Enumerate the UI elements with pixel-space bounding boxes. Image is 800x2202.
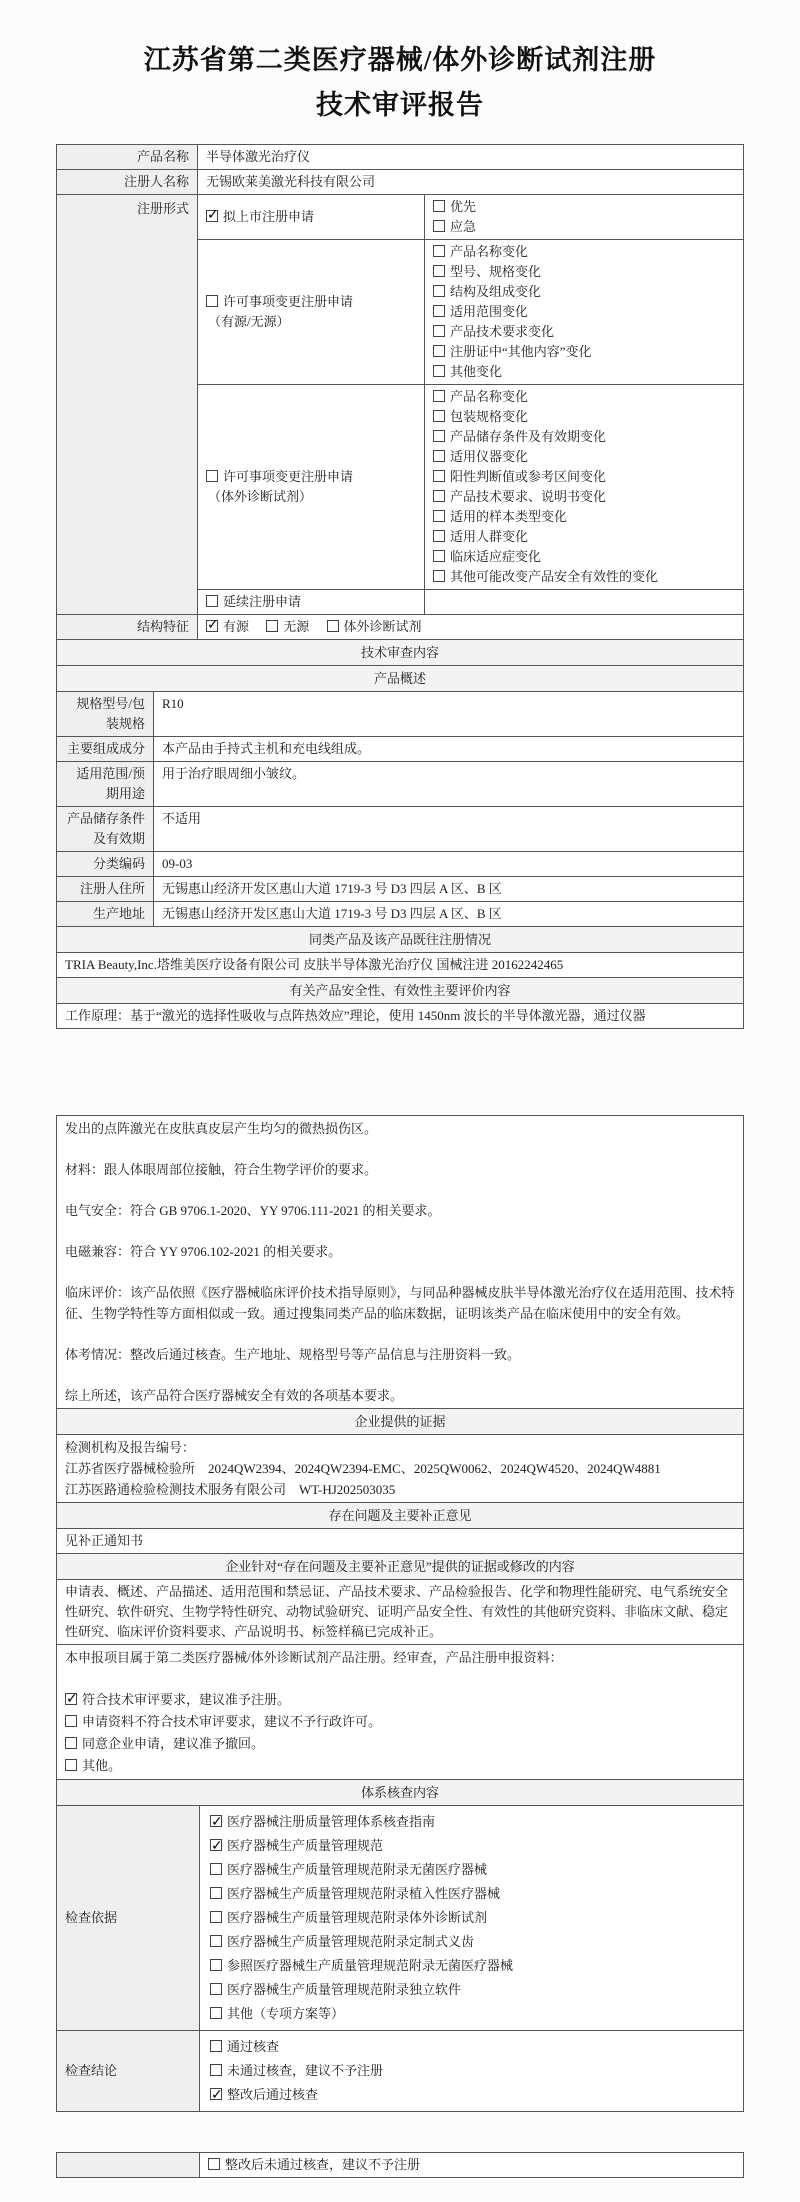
registration-type-label: 注册形式	[57, 195, 198, 615]
table-row	[57, 666, 744, 692]
page-break-gap	[56, 2112, 744, 2152]
table-row	[57, 852, 744, 877]
option-label: 临床适应症变化	[450, 549, 542, 564]
checkbox-option	[210, 1834, 733, 1858]
table-row	[57, 1529, 744, 1554]
registrant-label: 注册人名称	[57, 170, 198, 195]
checkbox-unchecked-icon	[208, 2158, 220, 2170]
section-header-issues: 存在问题及主要补正意见	[57, 1503, 744, 1529]
intended-use-label: 适用范围/预期用途	[57, 762, 154, 807]
option-label: 医疗器械注册质量管理体系核查指南	[227, 1814, 436, 1829]
checkbox-option	[433, 282, 735, 302]
option-label: 医疗器械生产质量管理规范附录无菌医疗器械	[227, 1862, 488, 1877]
option-label: 有源	[223, 619, 250, 634]
checkbox-option	[433, 362, 735, 382]
check-conclusion-overflow-table	[56, 2152, 744, 2178]
checkbox-unchecked-icon	[433, 570, 445, 582]
checkbox-option	[65, 1755, 735, 1777]
section-header-tech-review: 技术审查内容	[57, 640, 744, 666]
checkbox-option	[65, 1711, 735, 1733]
table-row	[57, 2153, 744, 2178]
registration-history-table	[56, 926, 744, 1029]
system-check-table	[56, 1805, 744, 2112]
checkbox-option	[210, 1810, 733, 1834]
checkbox-option	[210, 1858, 733, 1882]
evaluation-paragraph: 临床评价：该产品依照《医疗器械临床评价技术指导原则》，与同品种器械皮肤半导体激光治疗仪在适用范围、技术特征、生物学特性等方面相似或一致。通过搜集同类产品的临床数据，证明该类产品在临床使用中的安全有效。	[65, 1285, 735, 1321]
option-label: 延续注册申请	[223, 594, 302, 609]
checkbox-option	[433, 467, 735, 487]
license-change-ivd-options	[425, 385, 744, 590]
license-change-active-cell	[198, 240, 425, 385]
table-row	[57, 1435, 744, 1503]
checkbox-unchecked-icon	[65, 1737, 77, 1749]
checkbox-option	[206, 617, 249, 637]
checkbox-option	[208, 2155, 735, 2175]
checkbox-option	[210, 1930, 733, 1954]
review-conclusion-intro: 本申报项目属于第二类医疗器械/体外诊断试剂产品注册。经审查，产品注册申报资料：	[65, 1650, 563, 1665]
main-components-label: 主要组成成分	[57, 737, 154, 762]
evaluation-intro-text: 工作原理：基于“激光的选择性吸收与点阵热效应”理论，使用 1450nm 波长的半导体激光器，通过仪器	[57, 1004, 744, 1029]
table-row	[57, 953, 744, 978]
report-title-line1: 江苏省第二类医疗器械/体外诊断试剂注册	[143, 45, 657, 75]
checkbox-unchecked-icon	[327, 620, 339, 632]
evaluation-paragraph: 电气安全：符合 GB 9706.1-2020、YY 9706.111-2021 的相关要求。	[65, 1203, 441, 1218]
option-label: 未通过核查，建议不予注册	[227, 2063, 384, 2078]
table-row	[57, 1806, 744, 2031]
checkbox-checked-icon	[206, 620, 218, 632]
evaluation-paragraph: 电磁兼容：符合 YY 9706.102-2021 的相关要求。	[65, 1244, 342, 1259]
table-row	[57, 1645, 744, 1780]
market-application-cell	[198, 195, 425, 240]
table-row	[57, 640, 744, 666]
check-basis-options	[200, 1806, 744, 2031]
option-sublabel: （有源/无源）	[208, 314, 290, 329]
option-label: 注册证中“其他内容”变化	[450, 344, 592, 359]
checkbox-option	[266, 617, 309, 637]
table-row	[57, 195, 744, 240]
option-label: 医疗器械生产质量管理规范附录体外诊断试剂	[227, 1910, 488, 1925]
checkbox-option	[65, 1733, 735, 1755]
option-label: 产品储存条件及有效期变化	[450, 429, 607, 444]
evaluation-paragraph: 材料：跟人体眼周部位接触，符合生物学评价的要求。	[65, 1162, 378, 1177]
option-label: 其他（专项方案等）	[227, 2006, 345, 2021]
evaluation-continuation-cell	[57, 1116, 744, 1409]
spec-model-label: 规格型号/包装规格	[57, 692, 154, 737]
product-name-value: 半导体激光治疗仪	[198, 145, 744, 170]
checkbox-option	[210, 2083, 733, 2107]
checkbox-option	[206, 292, 416, 312]
option-label: 优先	[450, 199, 477, 214]
option-label: 同意企业申请，建议准予撤回。	[82, 1736, 265, 1751]
bottom-padding	[56, 2178, 744, 2202]
checkbox-unchecked-icon	[433, 410, 445, 422]
checkbox-option	[433, 507, 735, 527]
option-label: 无源	[283, 619, 310, 634]
checkbox-option	[433, 217, 735, 237]
table-row	[57, 1580, 744, 1645]
evidence-line: 江苏省医疗器械检验所 2024QW2394、2024QW2394-EMC、2025QW0062、2024QW4520、2024QW4881	[65, 1461, 661, 1476]
table-row	[57, 902, 744, 927]
registrant-address-value: 无锡惠山经济开发区惠山大道 1719-3 号 D3 四层 A 区、B 区	[154, 877, 744, 902]
evaluation-paragraph: 体考情况：整改后通过核查。生产地址、规格型号等产品信息与注册资料一致。	[65, 1347, 521, 1362]
checkbox-option	[210, 1978, 733, 2002]
registrant-value: 无锡欧莱美激光科技有限公司	[198, 170, 744, 195]
table-row	[57, 927, 744, 953]
option-label: 包装规格变化	[450, 409, 529, 424]
table-row	[57, 1409, 744, 1435]
main-components-value: 本产品由手持式主机和充电线组成。	[154, 737, 744, 762]
check-conclusion-overflow-option	[200, 2153, 744, 2178]
evidence-line: 江苏医路通检验检测技术服务有限公司 WT-HJ202503035	[65, 1482, 396, 1497]
checkbox-option	[433, 487, 735, 507]
checkbox-unchecked-icon	[433, 325, 445, 337]
option-label: 医疗器械生产质量管理规范附录定制式义齿	[227, 1934, 475, 1949]
checkbox-option	[433, 447, 735, 467]
checkbox-unchecked-icon	[433, 510, 445, 522]
option-label: 许可事项变更注册申请	[223, 294, 354, 309]
checkbox-option	[210, 1882, 733, 1906]
checkbox-option	[433, 387, 735, 407]
table-row	[57, 615, 744, 640]
table-row	[57, 807, 744, 852]
table-row	[57, 737, 744, 762]
production-address-label: 生产地址	[57, 902, 154, 927]
checkbox-unchecked-icon	[433, 490, 445, 502]
table-row	[57, 877, 744, 902]
table-row	[57, 762, 744, 807]
table-row	[57, 1004, 744, 1029]
checkbox-option	[210, 1954, 733, 1978]
table-row	[57, 170, 744, 195]
checkbox-option	[327, 617, 422, 637]
checkbox-option	[433, 302, 735, 322]
checkbox-unchecked-icon	[433, 450, 445, 462]
option-label: 其他变化	[450, 364, 503, 379]
option-label: 结构及组成变化	[450, 284, 542, 299]
classification-code-value: 09-03	[154, 852, 744, 877]
option-label: 适用人群变化	[450, 529, 529, 544]
checkbox-option	[433, 427, 735, 447]
checkbox-unchecked-icon	[433, 430, 445, 442]
option-label: 适用仪器变化	[450, 449, 529, 464]
checkbox-option	[433, 407, 735, 427]
option-label: 整改后未通过核查，建议不予注册	[225, 2157, 421, 2172]
market-application-options	[425, 195, 744, 240]
issue-response-text: 申请表、概述、产品描述、适用范围和禁忌证、产品技术要求、产品检验报告、化学和物理性能研究、电气系统安全性研究、软件研究、生物学特性研究、动物试验研究、证明产品安全性、有效性的其他研究资料、非临床文献、稳定性研究、临床评价资料要求、产品说明书、标签样稿已完成补正。	[57, 1580, 744, 1645]
option-label: 参照医疗器械生产质量管理规范附录无菌医疗器械	[227, 1958, 514, 1973]
option-label: 适用范围变化	[450, 304, 529, 319]
section-header-system-check: 体系核查内容	[57, 1780, 744, 1806]
report-document	[56, 38, 744, 2202]
section-header-safety-evaluation: 有关产品安全性、有效性主要评价内容	[57, 978, 744, 1004]
option-label: 通过核查	[227, 2039, 280, 2054]
checkbox-checked-icon	[210, 2088, 222, 2100]
checkbox-unchecked-icon	[210, 1911, 222, 1923]
option-label: 阳性判断值或参考区间变化	[450, 469, 607, 484]
option-label: 应急	[450, 219, 477, 234]
option-label: 产品名称变化	[450, 244, 529, 259]
checkbox-unchecked-icon	[210, 2064, 222, 2076]
checkbox-unchecked-icon	[210, 1887, 222, 1899]
checkbox-option	[206, 207, 416, 227]
option-label: 许可事项变更注册申请	[223, 469, 354, 484]
storage-value: 不适用	[154, 807, 744, 852]
checkbox-unchecked-icon	[210, 1983, 222, 1995]
option-label: 医疗器械生产质量管理规范附录植入性医疗器械	[227, 1886, 501, 1901]
option-label: 体外诊断试剂	[343, 619, 422, 634]
spec-model-value: R10	[154, 692, 744, 737]
check-basis-label: 检查依据	[57, 1806, 200, 2031]
review-conclusion-cell	[57, 1645, 744, 1780]
check-conclusion-label: 检查结论	[57, 2031, 200, 2112]
section-header-issue-response: 企业针对“存在问题及主要补正意见”提供的证据或修改的内容	[57, 1554, 744, 1580]
checkbox-unchecked-icon	[433, 245, 445, 257]
checkbox-unchecked-icon	[206, 595, 218, 607]
checkbox-unchecked-icon	[433, 305, 445, 317]
checkbox-unchecked-icon	[210, 2040, 222, 2052]
checkbox-unchecked-icon	[266, 620, 278, 632]
option-label: 符合技术审评要求，建议准予注册。	[82, 1692, 291, 1707]
checkbox-option	[65, 1689, 735, 1711]
report-title-line2: 技术审评报告	[316, 90, 484, 120]
section-header-enterprise-evidence: 企业提供的证据	[57, 1409, 744, 1435]
evaluation-paragraph: 发出的点阵激光在皮肤真皮层产生均匀的微热损伤区。	[65, 1121, 378, 1136]
checkbox-option	[206, 467, 416, 487]
option-label: 产品技术要求、说明书变化	[450, 489, 607, 504]
option-label: 其他。	[82, 1758, 122, 1773]
table-row	[57, 692, 744, 737]
spacer	[65, 1669, 735, 1689]
checkbox-unchecked-icon	[210, 1863, 222, 1875]
report-title	[56, 38, 744, 128]
table-row	[57, 2031, 744, 2112]
checkbox-unchecked-icon	[210, 1959, 222, 1971]
checkbox-option	[433, 567, 735, 587]
evidence-line: 检测机构及报告编号：	[65, 1440, 196, 1455]
option-label: 型号、规格变化	[450, 264, 542, 279]
checkbox-checked-icon	[210, 1815, 222, 1827]
section-header-previous-registration: 同类产品及该产品既往注册情况	[57, 927, 744, 953]
checkbox-unchecked-icon	[433, 265, 445, 277]
checkbox-unchecked-icon	[433, 345, 445, 357]
checkbox-option	[433, 342, 735, 362]
structure-feature-options	[198, 615, 744, 640]
checkbox-option	[433, 547, 735, 567]
issues-text: 见补正通知书	[57, 1529, 744, 1554]
option-label: 产品名称变化	[450, 389, 529, 404]
structure-feature-label: 结构特征	[57, 615, 198, 640]
evaluation-evidence-table	[56, 1115, 744, 1806]
evidence-cell	[57, 1435, 744, 1503]
table-row	[57, 145, 744, 170]
table-row	[57, 1780, 744, 1806]
checkbox-checked-icon	[210, 1839, 222, 1851]
table-row	[57, 1116, 744, 1409]
option-label: 整改后通过核查	[227, 2087, 319, 2102]
checkbox-option	[210, 2059, 733, 2083]
table-row	[57, 1554, 744, 1580]
checkbox-option	[210, 2035, 733, 2059]
checkbox-unchecked-icon	[433, 390, 445, 402]
table-row	[57, 1503, 744, 1529]
option-label: 其他可能改变产品安全有效性的变化	[450, 569, 659, 584]
renewal-options-empty-cell	[425, 590, 744, 615]
checkbox-option	[210, 1906, 733, 1930]
registrant-address-label: 注册人住所	[57, 877, 154, 902]
checkbox-unchecked-icon	[210, 1935, 222, 1947]
classification-code-label: 分类编码	[57, 852, 154, 877]
basic-info-table	[56, 144, 744, 692]
checkbox-option	[433, 197, 735, 217]
checkbox-unchecked-icon	[433, 200, 445, 212]
checkbox-unchecked-icon	[210, 2007, 222, 2019]
license-change-active-options	[425, 240, 744, 385]
checkbox-option	[206, 592, 416, 612]
checkbox-option	[433, 322, 735, 342]
option-label: 拟上市注册申请	[223, 209, 315, 224]
checkbox-unchecked-icon	[433, 530, 445, 542]
check-conclusion-options	[200, 2031, 744, 2112]
page-break-gap	[56, 1029, 744, 1115]
checkbox-unchecked-icon	[206, 295, 218, 307]
checkbox-option	[433, 527, 735, 547]
license-change-ivd-cell	[198, 385, 425, 590]
product-overview-table	[56, 691, 744, 927]
product-name-label: 产品名称	[57, 145, 198, 170]
production-address-value: 无锡惠山经济开发区惠山大道 1719-3 号 D3 四层 A 区、B 区	[154, 902, 744, 927]
renewal-cell	[198, 590, 425, 615]
checkbox-unchecked-icon	[433, 285, 445, 297]
checkbox-unchecked-icon	[206, 470, 218, 482]
checkbox-option	[210, 2002, 733, 2026]
checkbox-unchecked-icon	[65, 1759, 77, 1771]
option-label: 产品技术要求变化	[450, 324, 555, 339]
option-label: 适用的样本类型变化	[450, 509, 568, 524]
checkbox-unchecked-icon	[433, 550, 445, 562]
checkbox-checked-icon	[206, 210, 218, 222]
checkbox-option	[433, 262, 735, 282]
previous-registration-text: TRIA Beauty,Inc.塔维美医疗设备有限公司 皮肤半导体激光治疗仪 国械注进 20162242465	[57, 953, 744, 978]
option-sublabel: （体外诊断试剂）	[208, 489, 313, 504]
checkbox-unchecked-icon	[433, 365, 445, 377]
evaluation-paragraph: 综上所述，该产品符合医疗器械安全有效的各项基本要求。	[65, 1388, 404, 1403]
checkbox-unchecked-icon	[433, 220, 445, 232]
checkbox-unchecked-icon	[65, 1715, 77, 1727]
checkbox-option	[433, 242, 735, 262]
option-label: 申请资料不符合技术审评要求，建议不予行政许可。	[82, 1714, 382, 1729]
checkbox-checked-icon	[65, 1693, 77, 1705]
storage-label: 产品储存条件及有效期	[57, 807, 154, 852]
empty-label-cell	[57, 2153, 200, 2178]
option-label: 医疗器械生产质量管理规范	[227, 1838, 384, 1853]
option-label: 医疗器械生产质量管理规范附录独立软件	[227, 1982, 462, 1997]
intended-use-value: 用于治疗眼周细小皱纹。	[154, 762, 744, 807]
section-header-product-overview: 产品概述	[57, 666, 744, 692]
checkbox-unchecked-icon	[433, 470, 445, 482]
table-row	[57, 978, 744, 1004]
